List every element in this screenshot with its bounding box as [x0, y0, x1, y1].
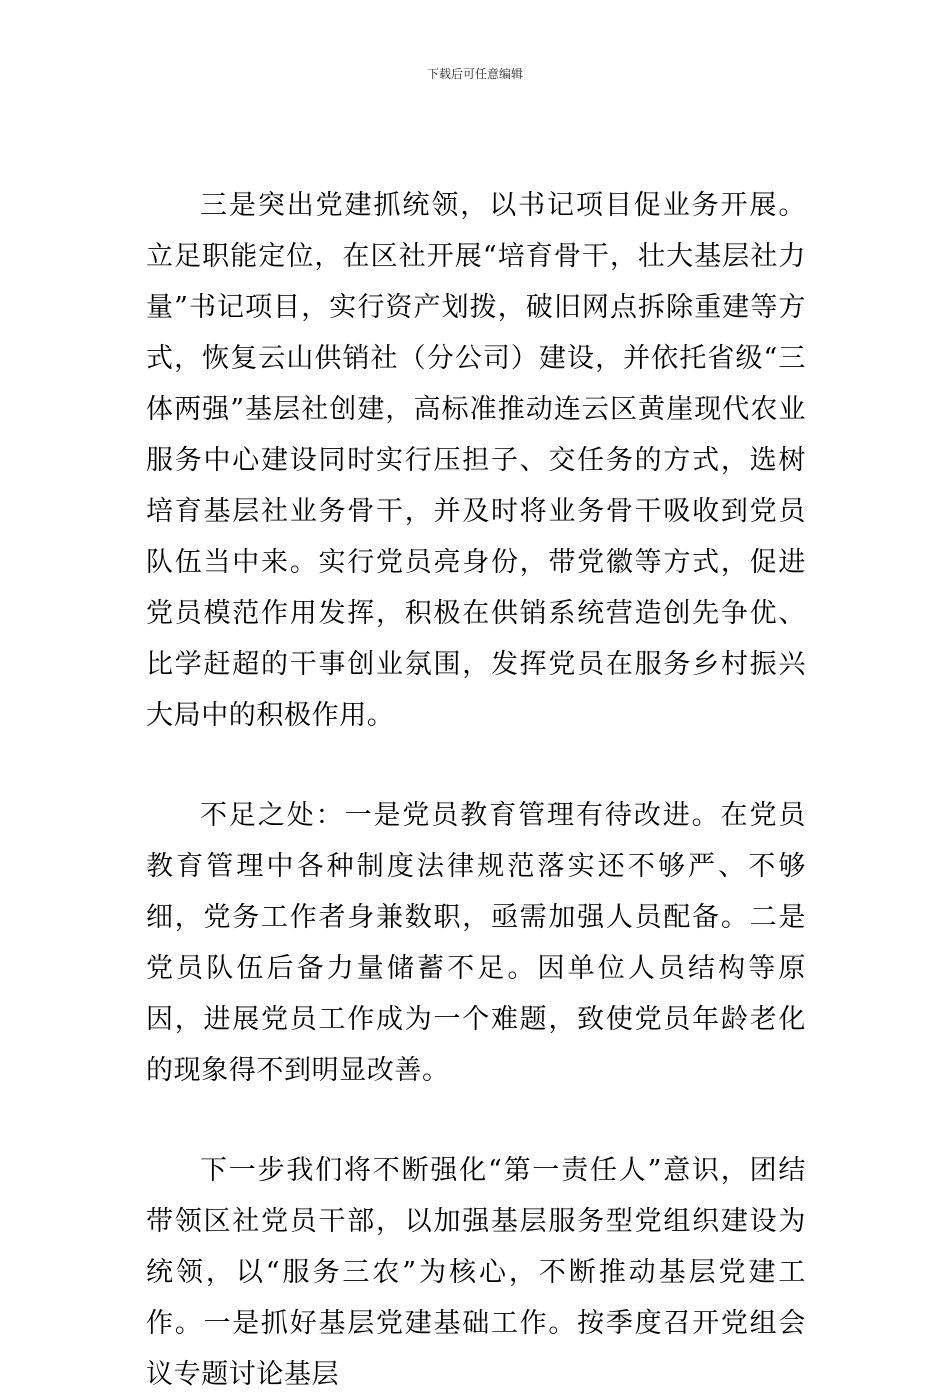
paragraph-gap [146, 741, 806, 790]
paragraph-gap [146, 1096, 806, 1145]
paragraph-shortcomings: 不足之处：一是党员教育管理有待改进。在党员教育管理中各种制度法律规范落实还不够严、不够细，党务工作者身兼数职，亟需加强人员配备。二是党员队伍后备力量储蓄不足。因单位人员结构等原因，进展党员工作成为一个难题，致使党员年龄老化的现象得不到明显改善。 [146, 800, 806, 1086]
paragraph-strengthen-party-building: 三是突出党建抓统领，以书记项目促业务开展。立足职能定位，在区社开展“培育骨干，壮大基层社力量”书记项目，实行资产划拨，破旧网点拆除重建等方式，恢复云山供销社（分公司）建设，并依托省级“三体两强”基层社创建，高标准推动连云区黄崖现代农业服务中心建设同时实行压担子、交任务的方式，选树培育基层社业务骨干，并及时将业务骨干吸收到党员队伍当中来。实行党员亮身份，带党徽等方式，促进党员模范作用发挥，积极在供销系统营造创先争优、比学赶超的干事创业氛围，发挥党员在服务乡村振兴大局中的积极作用。 [146, 190, 806, 731]
paragraph-next-steps: 下一步我们将不断强化“第一责任人”意识，团结带领区社党员干部，以加强基层服务型党组织建设为统领，以“服务三农”为核心，不断推动基层党建工作。一是抓好基层党建基础工作。按季度召开党组会议专题讨论基层 [146, 1155, 806, 1390]
document-body [146, 180, 806, 1400]
page-header-note: 下载后可任意编辑 [426, 67, 523, 81]
